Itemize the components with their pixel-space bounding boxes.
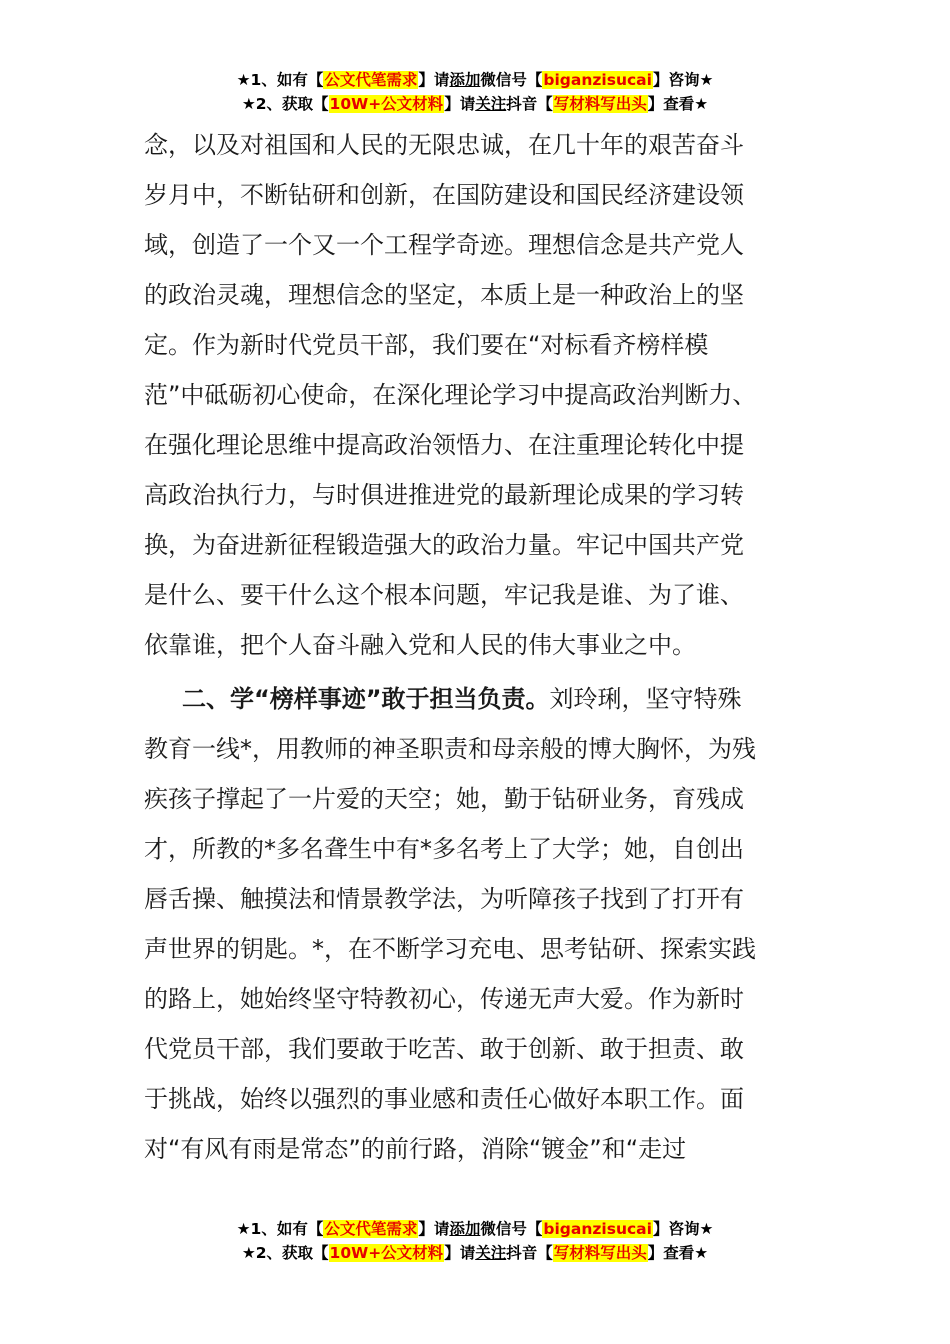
banner-line-1 xyxy=(0,68,950,92)
paragraph-1 xyxy=(144,120,804,670)
text-line: 于挑战，始终以强烈的事业感和责任心做好本职工作。面 xyxy=(144,1085,744,1113)
text-line: 的政治灵魂，理想信念的坚定，本质上是一种政治上的坚 xyxy=(144,281,744,309)
banner-text: ★2、获取【 xyxy=(241,1244,329,1262)
wechat-id-highlight: biganzisucai xyxy=(543,71,652,89)
banner-line-2 xyxy=(0,1241,950,1265)
banner-text: 】请 xyxy=(444,95,476,113)
text-line: 的路上，她始终坚守特教初心，传递无声大爱。作为新时 xyxy=(144,985,744,1013)
text-line: 声世界的钥匙。*，在不断学习充电、思考钻研、探索实践 xyxy=(144,935,756,963)
highlight-text: 公文代笔需求 xyxy=(324,71,418,89)
banner-text: 】请 xyxy=(418,71,450,89)
banner-text: 微信号【 xyxy=(480,1220,543,1238)
text-line: 唇舌操、触摸法和情景教学法，为听障孩子找到了打开有 xyxy=(144,885,744,913)
banner-text: ★2、获取【 xyxy=(241,95,329,113)
highlight-text: 公文代笔需求 xyxy=(324,1220,418,1238)
wechat-id-highlight: biganzisucai xyxy=(543,1220,652,1238)
text-line: 对“有风有雨是常态”的前行路，消除“镀金”和“走过 xyxy=(144,1135,687,1163)
header-banner xyxy=(0,68,950,116)
text-line: 在强化理论思维中提高政治领悟力、在注重理论转化中提 xyxy=(144,431,744,459)
section-heading: 二、学“榜样事迹”敢于担当负责。 xyxy=(182,685,550,713)
banner-line-1 xyxy=(0,1217,950,1241)
text-line: 岁月中，不断钻研和创新，在国防建设和国民经济建设领 xyxy=(144,181,744,209)
text-line: 念，以及对祖国和人民的无限忠诚，在几十年的艰苦奋斗 xyxy=(144,131,744,159)
banner-line-2 xyxy=(0,92,950,116)
douyin-id-highlight: 写材料写出头 xyxy=(553,95,647,113)
banner-text: 】查看★ xyxy=(647,95,709,113)
underlined-text: 关注 xyxy=(475,95,507,113)
text-line: 依靠谁，把个人奋斗融入党和人民的伟大事业之中。 xyxy=(144,631,696,659)
banner-text: 】请 xyxy=(444,1244,476,1262)
text-line: 范”中砥砺初心使命，在深化理论学习中提高政治判断力、 xyxy=(144,381,757,409)
text-run: 刘玲琍，坚守特殊 xyxy=(549,685,742,713)
text-line: 高政治执行力，与时俱进推进党的最新理论成果的学习转 xyxy=(144,481,744,509)
banner-text: 抖音【 xyxy=(506,95,553,113)
text-line: 疾孩子撑起了一片爱的天空；她，勤于钻研业务，育残成 xyxy=(144,785,744,813)
paragraph-first-line xyxy=(144,674,804,724)
underlined-text: 添加 xyxy=(449,71,481,89)
highlight-text: 10W+公文材料 xyxy=(329,1244,444,1262)
highlight-text: 10W+公文材料 xyxy=(329,95,444,113)
banner-text: ★1、如有【 xyxy=(236,71,324,89)
banner-text: 微信号【 xyxy=(480,71,543,89)
document-body xyxy=(144,120,804,1174)
paragraph-2 xyxy=(144,674,804,1174)
text-line: 是什么、要干什么这个根本问题，牢记我是谁、为了谁、 xyxy=(144,581,744,609)
text-line: 才，所教的*多名聋生中有*多名考上了大学；她，自创出 xyxy=(144,835,744,863)
banner-text: 】查看★ xyxy=(647,1244,709,1262)
douyin-id-highlight: 写材料写出头 xyxy=(553,1244,647,1262)
underlined-text: 添加 xyxy=(449,1220,481,1238)
banner-text: 】请 xyxy=(418,1220,450,1238)
footer-banner xyxy=(0,1217,950,1265)
banner-text: 抖音【 xyxy=(506,1244,553,1262)
text-line: 教育一线*，用教师的神圣职责和母亲般的博大胸怀，为残 xyxy=(144,735,756,763)
banner-text: ★1、如有【 xyxy=(236,1220,324,1238)
text-line: 换，为奋进新征程锻造强大的政治力量。牢记中国共产党 xyxy=(144,531,744,559)
text-line: 域，创造了一个又一个工程学奇迹。理想信念是共产党人 xyxy=(144,231,744,259)
underlined-text: 关注 xyxy=(475,1244,507,1262)
banner-text: 】咨询★ xyxy=(652,1220,714,1238)
text-line: 代党员干部，我们要敢于吃苦、敢于创新、敢于担责、敢 xyxy=(144,1035,744,1063)
banner-text: 】咨询★ xyxy=(652,71,714,89)
text-line: 定。作为新时代党员干部，我们要在“对标看齐榜样模 xyxy=(144,331,709,359)
